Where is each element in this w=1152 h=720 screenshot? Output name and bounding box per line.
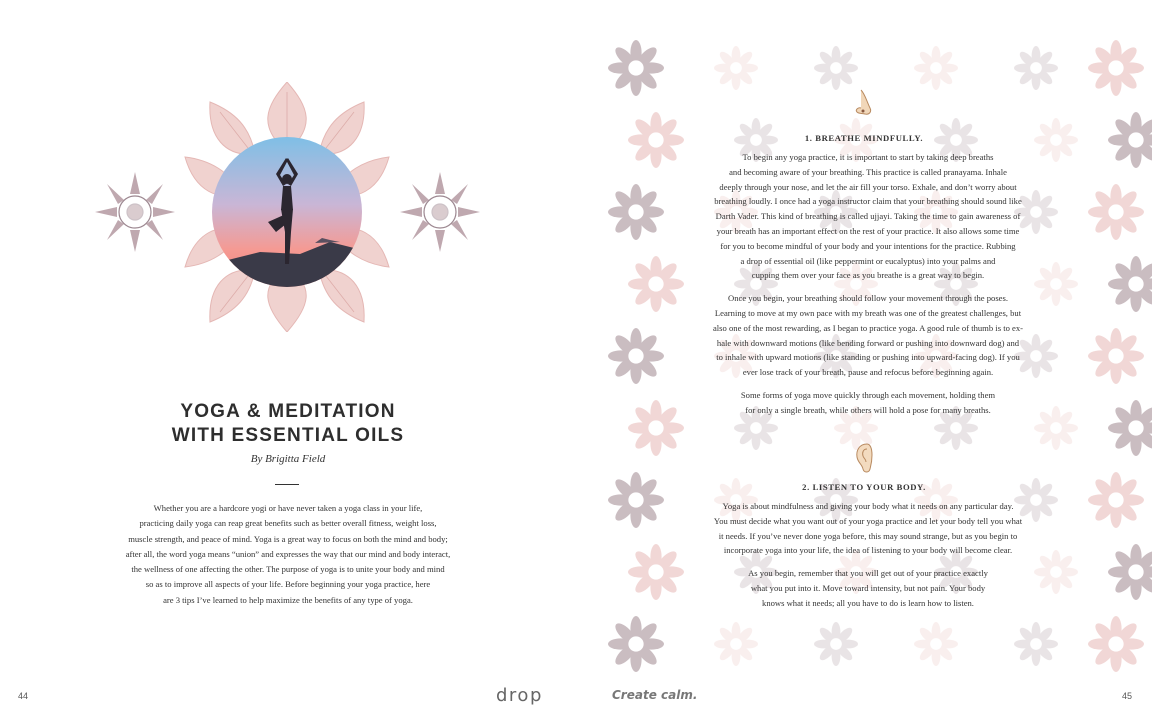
flower-pattern-motif bbox=[714, 622, 758, 666]
flower-pattern-motif bbox=[1088, 184, 1144, 240]
text-line: it needs. If you’ve never done yoga before, this may sound strange, but as you begin to bbox=[718, 530, 1018, 541]
intro-line: Whether you are a hardcore yogi or have never taken a yoga class in your life, bbox=[153, 503, 423, 513]
flower-pattern-motif bbox=[1108, 400, 1152, 456]
flower-pattern-motif bbox=[628, 256, 684, 312]
section-1-body bbox=[684, 150, 1052, 426]
paragraph bbox=[684, 566, 1052, 610]
text-line: As you begin, remember that you will get out of your practice exactly bbox=[748, 568, 988, 579]
paragraph bbox=[684, 150, 1052, 283]
section-1-heading: 1. BREATHE MINDFULLY. bbox=[804, 133, 924, 143]
text-line: Yoga is about mindfulness and giving your body what it needs on any particular day. bbox=[722, 501, 1014, 511]
flower-pattern-motif bbox=[714, 46, 758, 90]
right-page bbox=[576, 0, 1152, 720]
byline: By Brigitta Field bbox=[250, 453, 326, 465]
intro-line: practicing daily yoga can reap great benefits such as better overall fitness, weight loss, bbox=[139, 518, 437, 529]
flower-pattern-motif bbox=[914, 622, 958, 666]
text-line: Learning to move at my own pace with my breath was one of the greatest challenges, but bbox=[714, 307, 1022, 318]
flower-pattern-motif bbox=[814, 622, 858, 666]
title-line-2: WITH ESSENTIAL OILS bbox=[171, 425, 405, 446]
intro-line: after all, the word yoga means “union” and expresses the way that our mind and body interact, bbox=[125, 548, 451, 559]
page-number-left: 44 bbox=[18, 691, 29, 701]
brand-logo: drop bbox=[496, 685, 543, 706]
flower-pattern-motif bbox=[814, 46, 858, 90]
text-line: breathing loudly. I once had a yoga instructor claim that your breathing should sound like bbox=[714, 196, 1022, 207]
text-line: You must decide what you want out of your yoga practice and let your body tell you what bbox=[713, 515, 1023, 526]
flower-pattern-motif bbox=[608, 40, 664, 96]
text-line: incorporate yoga into your life, the idea of listening to your body will become clear. bbox=[723, 545, 1013, 556]
ear-icon bbox=[853, 442, 875, 474]
flower-pattern-motif bbox=[1014, 622, 1058, 666]
text-line: for you to become mindful of your body and your intentions for the practice. Rubbing bbox=[720, 240, 1016, 251]
section-2-heading: 2. LISTEN TO YOUR BODY. bbox=[802, 482, 926, 492]
text-line: deeply through your nose, and let the air fill your torso. Exhale, and don’t worry about bbox=[719, 181, 1017, 192]
flower-pattern-motif bbox=[608, 616, 664, 672]
text-line: your breath has an important effect on the rest of your practice. It also allows some time bbox=[716, 225, 1020, 236]
text-line: also one of the most rewarding, as I began to practice yoga. A good rule of thumb is to ex- bbox=[712, 322, 1023, 333]
text-line: for only a single breath, while others will hold a pose for many breaths. bbox=[745, 404, 991, 415]
nose-icon bbox=[853, 88, 875, 118]
flower-pattern-motif bbox=[1108, 256, 1152, 312]
text-line: Once you begin, your breathing should follow your movement through the poses. bbox=[728, 293, 1008, 304]
text-line: a drop of essential oil (like peppermint or eucalyptus) into your palms and bbox=[740, 255, 996, 266]
flower-pattern-motif bbox=[628, 400, 684, 456]
paragraph bbox=[684, 499, 1052, 558]
flower-pattern-motif bbox=[1088, 616, 1144, 672]
text-line: what you put into it. Move toward intensity, but not pain. Your body bbox=[750, 582, 986, 593]
text-line: Some forms of yoga move quickly through each movement, holding them bbox=[740, 389, 996, 400]
title-line-1: YOGA & MEDITATION bbox=[180, 401, 396, 422]
text-line: hale with downward motions (like bending forward or pushing into downward dog) and bbox=[716, 337, 1020, 348]
flower-pattern-motif bbox=[1088, 40, 1144, 96]
flower-pattern-motif bbox=[628, 544, 684, 600]
text-line: ever lose track of your breath, pause and refocus before beginning again. bbox=[742, 367, 994, 378]
flower-pattern-motif bbox=[914, 46, 958, 90]
flower-pattern-motif bbox=[608, 184, 664, 240]
paragraph bbox=[684, 388, 1052, 418]
intro-line: the wellness of one affecting the other. The purpose of yoga is to unite your body and mind bbox=[131, 564, 445, 575]
flower-pattern-motif bbox=[1108, 544, 1152, 600]
lotus-mandala-illustration bbox=[90, 82, 485, 332]
tagline: Create calm. bbox=[612, 688, 698, 702]
text-line: and becoming aware of your breathing. This practice is called pranayama. Inhale bbox=[729, 166, 1007, 177]
text-line: To begin any yoga practice, it is important to start by taking deep breaths bbox=[742, 152, 994, 162]
flower-pattern-motif bbox=[608, 472, 664, 528]
divider bbox=[275, 484, 299, 485]
flower-pattern-motif bbox=[1088, 472, 1144, 528]
text-line: to inhale with upward motions (like standing or pushing into upward-facing dog). If you bbox=[716, 352, 1020, 363]
intro-line: muscle strength, and peace of mind. Yoga is a great way to focus on both the mind and body; bbox=[128, 533, 448, 544]
flower-pattern-motif bbox=[1014, 46, 1058, 90]
section-2-body bbox=[684, 499, 1052, 619]
text-line: Darth Vader. This kind of breathing is called ujjayi. Taking the time to gain awareness of bbox=[715, 211, 1021, 222]
text-line: cupping them over your face as you breathe is a great way to begin. bbox=[751, 270, 985, 281]
article-title bbox=[0, 400, 576, 448]
intro-line: are 3 tips I’ve learned to help maximize the benefits of any type of yoga. bbox=[163, 594, 413, 605]
intro-line: so as to improve all aspects of your life. Before beginning your yoga practice, here bbox=[145, 579, 431, 590]
paragraph bbox=[684, 291, 1052, 380]
page-number-right: 45 bbox=[1122, 691, 1133, 701]
flower-pattern-motif bbox=[1088, 328, 1144, 384]
intro-paragraph bbox=[100, 501, 476, 608]
text-line: knows what it needs; all you have to do is learn how to listen. bbox=[762, 597, 974, 608]
flower-pattern-motif bbox=[608, 328, 664, 384]
